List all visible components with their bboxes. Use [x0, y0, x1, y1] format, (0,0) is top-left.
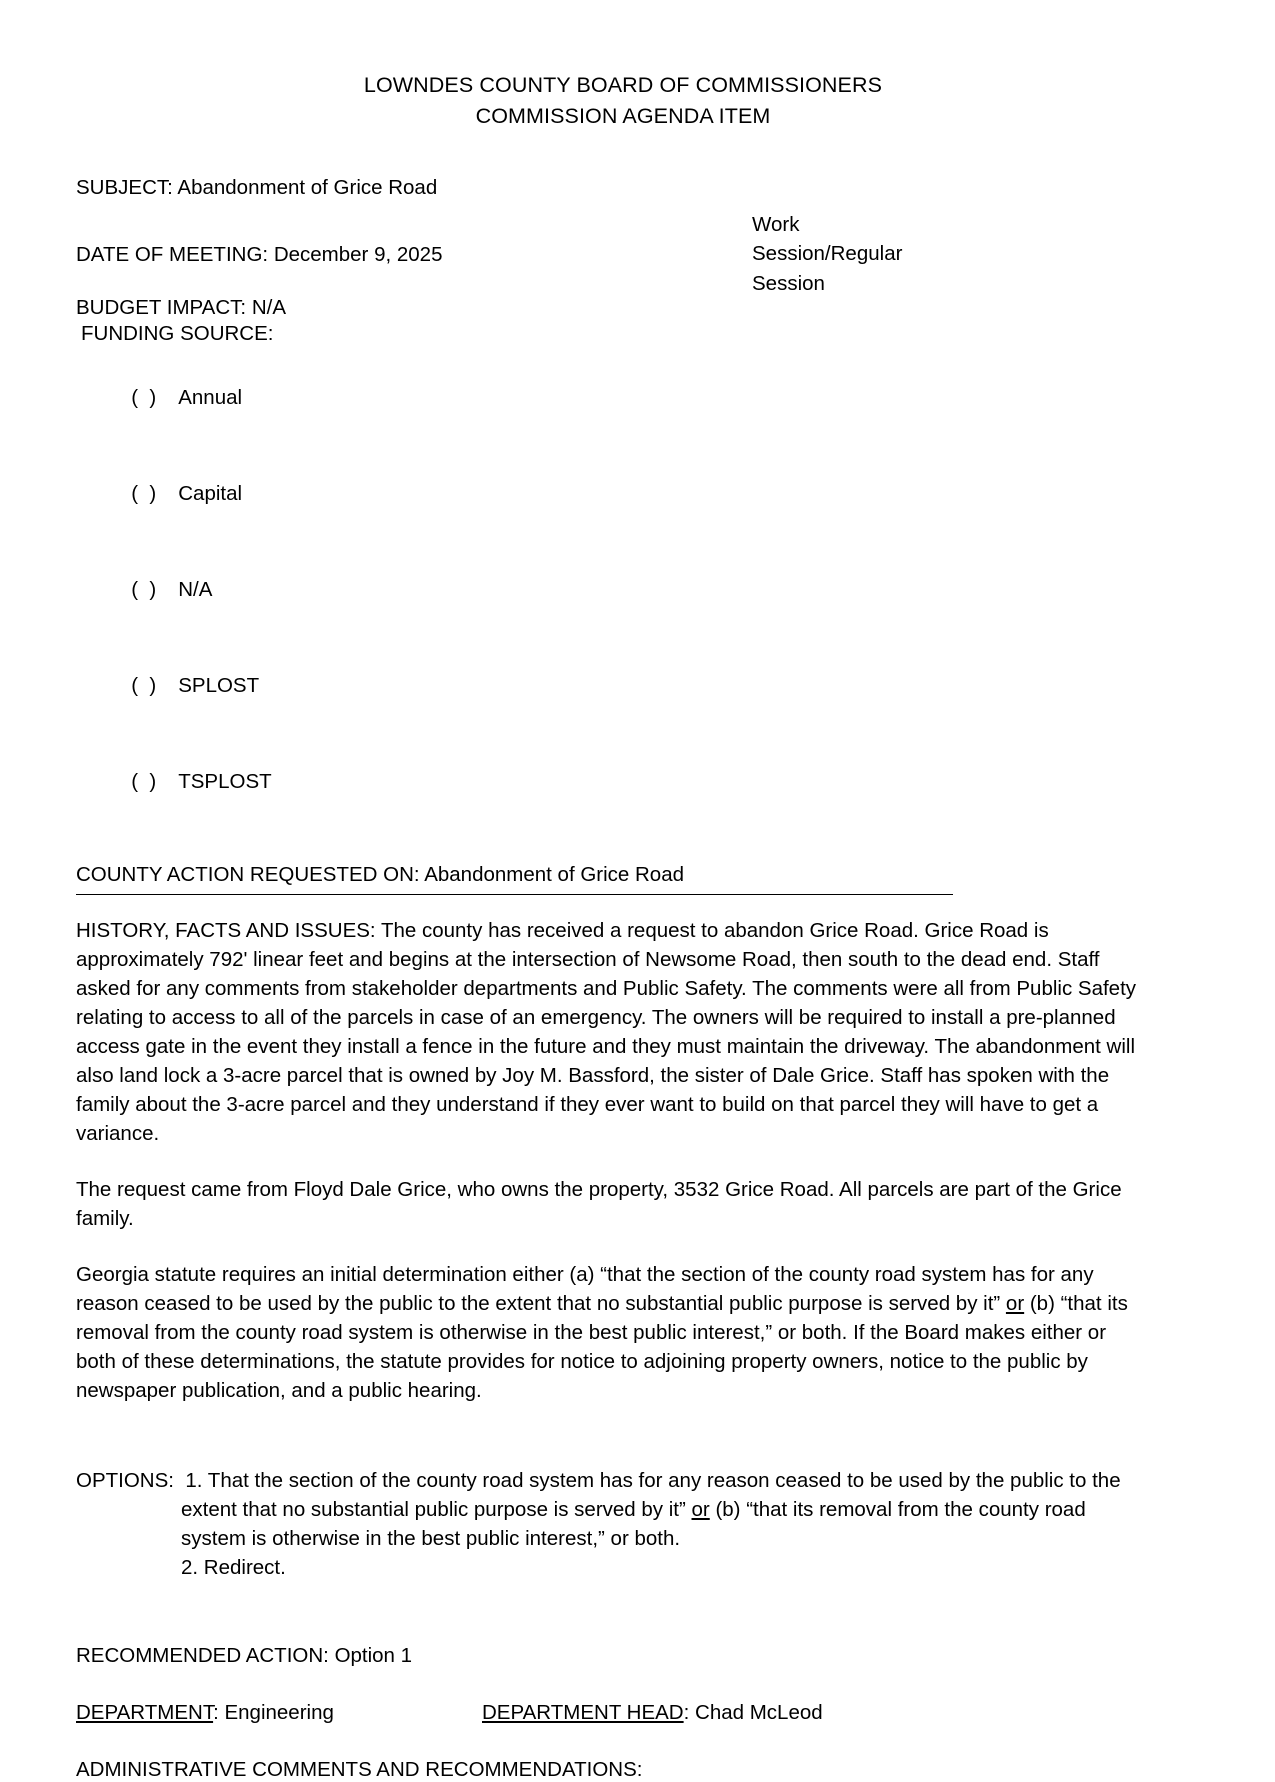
options-item-2: 2. Redirect.: [181, 1555, 286, 1579]
subject-label: SUBJECT:: [76, 176, 173, 200]
funding-source-options: [76, 350, 1170, 830]
options-item-1-part-1: 1. That the section of the county road system has for any reason ceased to be used by the public to the extent that no substantial public purpose is served by it”: [181, 1468, 1121, 1521]
header-line-2: COMMISSION AGENDA ITEM: [475, 104, 771, 129]
session-line-2: Session/Regular: [752, 242, 903, 266]
department-head-group: [482, 1701, 823, 1725]
budget-impact-label: BUDGET IMPACT:: [76, 296, 247, 320]
department-row: [76, 1701, 1170, 1725]
funding-option-label-capital: Capital: [178, 482, 243, 506]
recommended-action-row: [76, 1644, 1170, 1668]
statute-or-underlined: or: [1005, 1291, 1025, 1315]
funding-option-na[interactable]: [76, 542, 1170, 638]
date-of-meeting-row: [76, 243, 1170, 267]
recommended-action-label: RECOMMENDED ACTION:: [76, 1643, 329, 1667]
statute-text-part-1: Georgia statute requires an initial determination either (a) “that the section of the county road system has for any reason ceased to be used by the public to the extent that no substantial public purpose is served by it”: [76, 1262, 1094, 1315]
recommended-action-value: Option 1: [334, 1643, 413, 1667]
funding-source-label: FUNDING SOURCE:: [81, 322, 274, 346]
options-or-underlined: or: [691, 1497, 710, 1521]
department-label: DEPARTMENT: [76, 1700, 214, 1724]
funding-option-label-splost: SPLOST: [178, 674, 260, 698]
checkbox-annual[interactable]: ( ): [131, 386, 157, 410]
history-text-1: The county has received a request to abandon Grice Road. Grice Road is approximately 792' linear feet and begins at the intersection of Newsome Road, then south to the dead end. Staff asked for any comments from stakeholder departments and Public Safety. The comments were all from Public Safety relating to access to all of the parcels in case of an emergency. The owners will be required to install a pre-planned access gate in the event they install a fence in the future and they must maintain the driveway. The abandonment will also land lock a 3-acre parcel that is owned by Joy M. Bassford, the sister of Dale Grice. Staff has spoken with the family about the 3-acre parcel and they understand if they ever want to build on that parcel they will have to get a variance.: [76, 918, 1137, 1145]
checkbox-tsplost[interactable]: ( ): [131, 769, 157, 793]
funding-option-tsplost[interactable]: [76, 734, 1170, 830]
session-line-3: Session: [752, 271, 825, 295]
budget-impact-value: N/A: [251, 296, 286, 320]
session-line-1: Work: [752, 213, 800, 237]
statute-text-part-2: (b) “that its removal from the county road system is otherwise in the best public interest,” or both. If the Board makes either or both of these determinations, the statute provides for notice to adjoining property owners, notice to the public by newspaper publication, and a public hearing.: [76, 1291, 1128, 1402]
options-item-1: [76, 1466, 1144, 1553]
administrative-comments-label: ADMINISTRATIVE COMMENTS AND RECOMMENDATIONS:: [76, 1757, 643, 1781]
history-paragraph-1: [76, 916, 1141, 1148]
funding-option-splost[interactable]: [76, 638, 1170, 734]
header-line-1: LOWNDES COUNTY BOARD OF COMMISSIONERS: [363, 73, 883, 97]
budget-impact-row: [76, 296, 1170, 320]
department-value: : Engineering: [213, 1700, 334, 1724]
county-action-requested-row: [76, 863, 953, 895]
date-label: DATE OF MEETING:: [76, 243, 269, 267]
department-head-value: : Chad McLeod: [683, 1700, 823, 1724]
funding-option-label-annual: Annual: [178, 386, 243, 410]
date-value: December 9, 2025: [273, 243, 443, 267]
document-header: [76, 70, 1170, 132]
department-head-label: DEPARTMENT HEAD: [482, 1700, 684, 1724]
county-action-value: Abandonment of Grice Road: [424, 862, 685, 886]
options-item-1-part-2: (b) “that its removal from the county road system is otherwise in the best public interest,” or both.: [181, 1497, 1086, 1550]
funding-option-annual[interactable]: [76, 350, 1170, 446]
history-paragraph-3: [76, 1260, 1141, 1405]
subject-row: [76, 176, 1170, 200]
session-type-block: [752, 210, 992, 297]
options-label: OPTIONS:: [76, 1468, 174, 1492]
meta-area: [76, 176, 1170, 295]
checkbox-splost[interactable]: ( ): [131, 674, 157, 698]
options-block: [76, 1466, 1144, 1582]
checkbox-na[interactable]: ( ): [131, 578, 157, 602]
county-action-label: COUNTY ACTION REQUESTED ON:: [76, 862, 420, 886]
funding-option-label-tsplost: TSPLOST: [178, 769, 272, 793]
subject-value: Abandonment of Grice Road: [177, 176, 438, 200]
history-label: HISTORY, FACTS AND ISSUES:: [76, 918, 376, 942]
funding-option-label-na: N/A: [178, 578, 213, 602]
funding-option-capital[interactable]: [76, 446, 1170, 542]
history-paragraph-2: The request came from Floyd Dale Grice, who owns the property, 3532 Grice Road. All parcels are part of the Grice family.: [76, 1177, 1122, 1230]
checkbox-capital[interactable]: ( ): [131, 482, 157, 506]
